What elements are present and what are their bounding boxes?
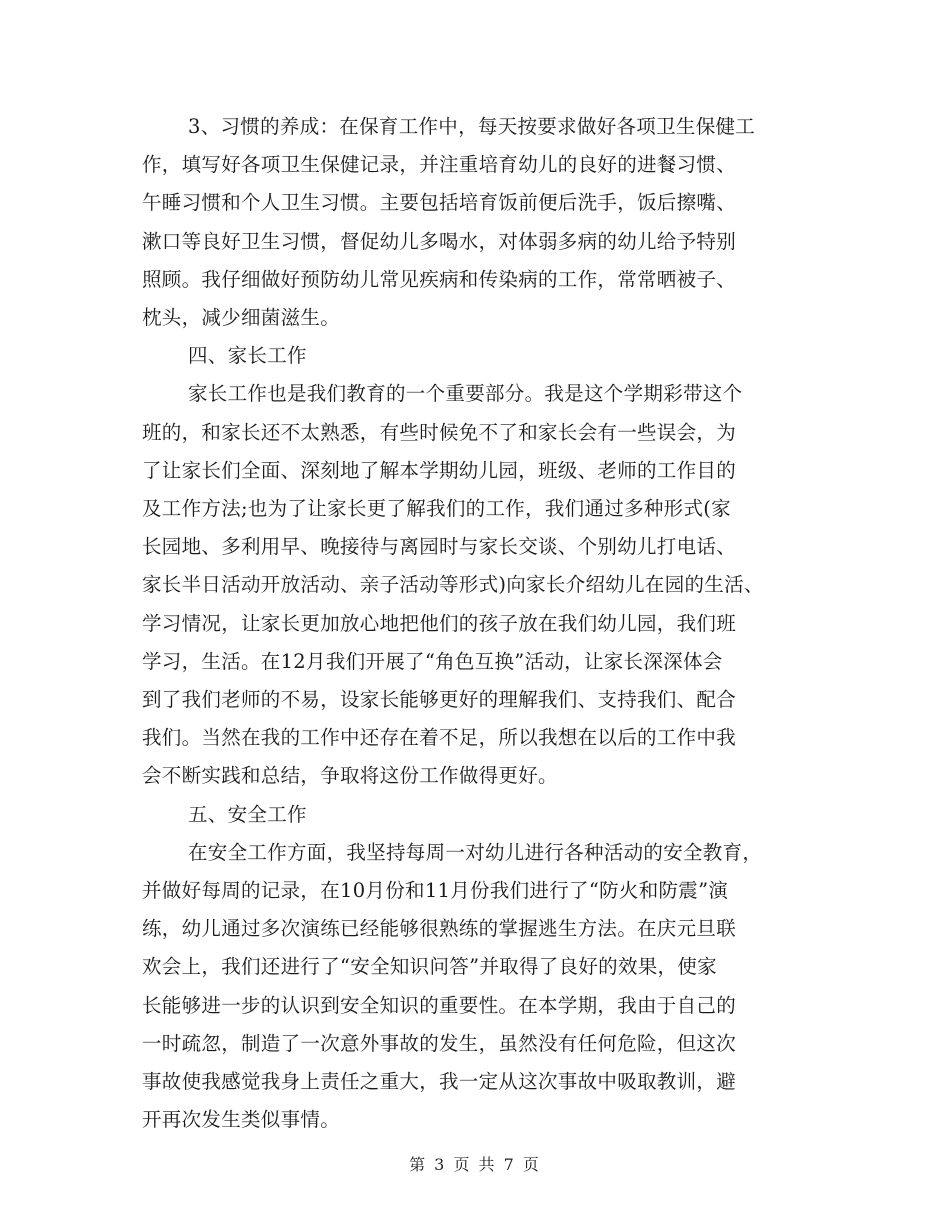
text-line: 开再次发生类似事情。 [142, 1108, 341, 1132]
text-line: 学习情况，让家长更加放心地把他们的孩子放在我们幼儿园，我们班 [142, 611, 737, 635]
text-line: 及工作方法;也为了让家长更了解我们的工作，我们通过多种形式(家 [142, 497, 731, 520]
text-line: 照顾。我仔细做好预防幼儿常见疾病和传染病的工作，常常晒被子、 [142, 267, 737, 291]
text-line: 到了我们老师的不易，设家长能够更好的理解我们、支持我们、配合 [142, 688, 737, 711]
text-line: 四、家长工作 [188, 344, 307, 368]
text-line: 家长半日活动开放活动、亲子活动等形式)向家长介绍幼儿在园的生活、 [142, 573, 764, 597]
text-line: 午睡习惯和个人卫生习惯。主要包括培育饭前便后洗手，饭后擦嘴、 [142, 191, 737, 215]
text-line: 欢会上，我们还进行了“安全知识问答”并取得了良好的效果，使家 [142, 955, 717, 979]
text-line: 长能够进一步的认识到安全知识的重要性。在本学期，我由于自己的 [142, 993, 737, 1017]
text-line: 学习，生活。在12月我们开展了“角色互换”活动，让家长深深体会 [142, 649, 723, 673]
text-line: 3、习惯的养成：在保育工作中，每天按要求做好各项卫生保健工 [188, 115, 756, 138]
text-line: 会不断实践和总结，争取将这份工作做得更好。 [142, 764, 558, 788]
text-line: 一时疏忽，制造了一次意外事故的发生，虽然没有任何危险，但这次 [142, 1031, 737, 1055]
text-line: 班的，和家长还不太熟悉，有些时候免不了和家长会有一些误会，为 [142, 420, 737, 444]
text-line: 事故使我感觉我身上责任之重大，我一定从这次事故中吸取教训，避 [142, 1070, 737, 1093]
text-line: 枕头，减少细菌滋生。 [142, 306, 341, 329]
text-line: 家长工作也是我们教育的一个重要部分。我是这个学期彩带这个 [188, 382, 743, 406]
text-line: 在安全工作方面，我坚持每周一对幼儿进行各种活动的安全教育， [188, 840, 763, 864]
text-line: 作，填写好各项卫生保健记录，并注重培育幼儿的良好的进餐习惯、 [142, 153, 737, 177]
text-line: 漱口等良好卫生习惯，督促幼儿多喝水，对体弱多病的幼儿给予特别 [142, 229, 737, 253]
text-line: 练，幼儿通过多次演练已经能够很熟练的掌握逃生方法。在庆元旦联 [142, 917, 737, 941]
text-line: 五、安全工作 [188, 802, 307, 826]
text-line: 了让家长们全面、深刻地了解本学期幼儿园，班级、老师的工作目的 [142, 458, 737, 482]
text-line: 我们。当然在我的工作中还存在着不足，所以我想在以后的工作中我 [142, 726, 737, 750]
page-number-footer: 第 3 页 共 7 页 [409, 1155, 541, 1174]
text-line: 长园地、多利用早、晚接待与离园时与家长交谈、个别幼儿打电话、 [142, 535, 737, 559]
text-line: 并做好每周的记录，在10月份和11月份我们进行了“防火和防震”演 [142, 879, 729, 902]
